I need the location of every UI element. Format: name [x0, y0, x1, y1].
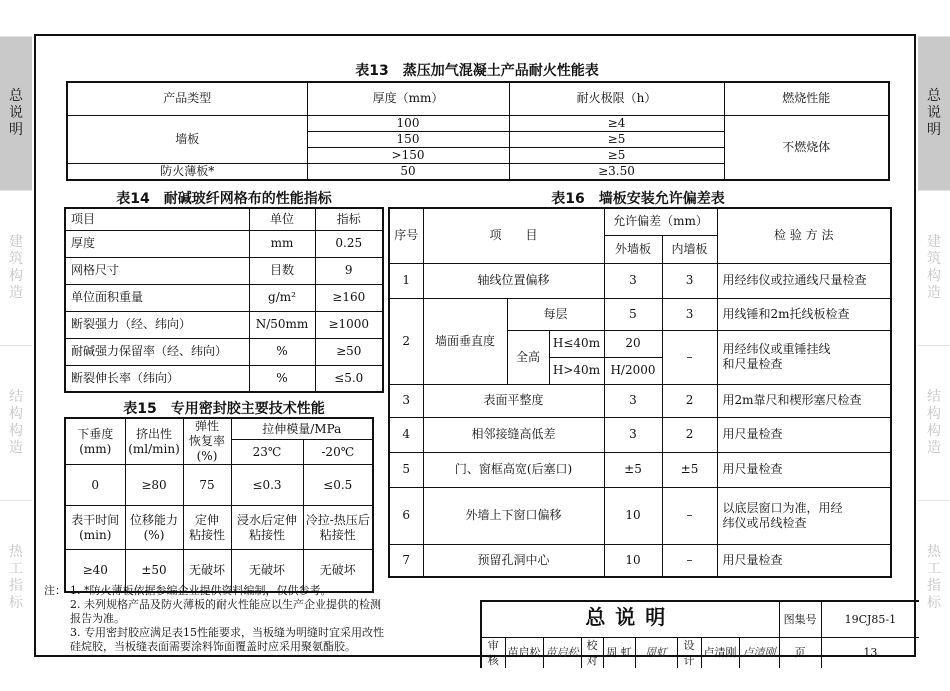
side-tab-char: 热 [927, 543, 941, 560]
side-tab-char: 构 [927, 267, 941, 284]
side-tab-char: 标 [9, 594, 23, 611]
t15-h-dry: 表干时间 (min) [65, 506, 125, 550]
t16-method: 用尺量检查 [717, 452, 891, 487]
side-tab-3[interactable] [918, 345, 950, 499]
side-tab-char: 构 [927, 405, 941, 422]
side-tab-char: 说 [9, 105, 23, 121]
t14-header-value: 指标 [315, 208, 383, 230]
t13-cell: >150 [307, 147, 509, 163]
t14-row [65, 338, 383, 365]
title-block [480, 600, 919, 668]
side-tab-char: 指 [927, 577, 941, 594]
t16-item: 外墙上下窗口偏移 [423, 487, 604, 544]
t14-unit: % [249, 338, 315, 365]
review-signature: 苗启松 [543, 637, 581, 668]
t16-row [389, 544, 891, 577]
t16-no: 1 [389, 263, 423, 298]
side-tab-char: 造 [9, 439, 23, 456]
side-tab-char: 工 [9, 560, 23, 577]
t16-no: 2 [389, 298, 423, 384]
side-tab-3[interactable] [0, 345, 32, 499]
t15-h-m20: -20℃ [303, 440, 373, 465]
t16-ext: 3 [604, 417, 662, 452]
t13-cell: 50 [307, 163, 509, 180]
t16-row [389, 417, 891, 452]
t14-unit: mm [249, 230, 315, 257]
t16-method: 用2m靠尺和楔形塞尺检查 [717, 384, 891, 417]
t16-method: 以底层窗口为准，用经 纬仪或吊线检查 [717, 487, 891, 544]
t16-item: 轴线位置偏移 [423, 263, 604, 298]
t16-ext: 3 [604, 384, 662, 417]
side-tab-char: 指 [9, 577, 23, 594]
t14-unit: N/50mm [249, 311, 315, 338]
note-item: 1. *防火薄板依据参编企业提供资料编制，仅供参考。 [70, 584, 332, 597]
t13-cell: ≥5 [509, 147, 724, 163]
side-tab-char: 标 [927, 594, 941, 611]
t16-int: 2 [662, 417, 717, 452]
side-tab-2[interactable] [918, 190, 950, 344]
atlas-value: 19CJ85-1 [821, 601, 919, 637]
side-tab-1[interactable] [0, 36, 32, 190]
t16-ext: H/2000 [604, 357, 662, 384]
t13-cell: 100 [307, 115, 509, 131]
t16-no: 4 [389, 417, 423, 452]
t16-row [389, 384, 891, 417]
t16-h-int: 内墙板 [662, 235, 717, 263]
t16-int: 3 [662, 263, 717, 298]
t14-row [65, 284, 383, 311]
t13-header-thickness: 厚度（mm） [307, 82, 509, 115]
page-value: 13 [821, 637, 919, 668]
t16-ext: 10 [604, 487, 662, 544]
side-tab-char: 总 [927, 88, 941, 104]
t16-ext: ±5 [604, 452, 662, 487]
t16-int: 3 [662, 298, 717, 330]
t16-row [389, 487, 891, 544]
t15-cell: ≥80 [125, 465, 183, 506]
side-tab-char: 构 [9, 267, 23, 284]
t16-int: 2 [662, 384, 717, 417]
table14 [64, 207, 384, 393]
title-block-title: 总说明 [481, 601, 779, 637]
side-tab-char: 热 [9, 543, 23, 560]
t13-fireboard: 防火薄板* [67, 163, 307, 180]
table15 [64, 417, 374, 593]
t16-method: 用经纬仪或拉通线尺量检查 [717, 263, 891, 298]
t15-h-elastic: 弹性 恢复率(%) [183, 418, 231, 465]
design-label: 设计 [677, 637, 701, 668]
right-side-tabs [918, 0, 950, 691]
t13-header-combustion: 燃烧性能 [724, 82, 889, 115]
t14-item: 单位面积重量 [65, 284, 249, 311]
side-tab-char: 构 [9, 422, 23, 439]
t16-h2: H>40m [549, 357, 604, 384]
t14-item: 断裂强力（经、纬向） [65, 311, 249, 338]
t16-method: 用经纬仪或重锤挂线 和尺量检查 [717, 330, 891, 384]
atlas-label: 图集号 [779, 601, 821, 637]
table16-title: 表16 墙板安装允许偏差表 [551, 191, 725, 207]
notes-label: 注： [44, 584, 66, 597]
t14-value: ≥1000 [315, 311, 383, 338]
t16-no: 3 [389, 384, 423, 417]
t16-ext: 3 [604, 263, 662, 298]
t16-h1: H≤40m [549, 330, 604, 357]
t16-h-ext: 外墙板 [604, 235, 662, 263]
table15-title: 表15 专用密封胶主要技术性能 [123, 401, 325, 417]
t14-row [65, 257, 383, 284]
t14-value: ≥50 [315, 338, 383, 365]
t16-ext: 20 [604, 330, 662, 357]
t15-h-modulus: 拉伸模量/MPa [231, 418, 373, 440]
t16-h-method: 检 验 方 法 [717, 208, 891, 263]
t14-unit: 目数 [249, 257, 315, 284]
t16-ext: 5 [604, 298, 662, 330]
t16-h-allow: 允许偏差（mm） [604, 208, 717, 235]
t13-cell: 150 [307, 131, 509, 147]
t15-cell: ≤0.5 [303, 465, 373, 506]
t14-item: 耐碱强力保留率（经、纬向） [65, 338, 249, 365]
side-tab-4[interactable] [918, 500, 950, 654]
review-label: 审核 [481, 637, 505, 668]
side-tab-char: 构 [927, 422, 941, 439]
t16-no: 7 [389, 544, 423, 577]
t16-method: 用尺量检查 [717, 544, 891, 577]
notes-list [70, 584, 470, 654]
t16-int: – [662, 330, 717, 384]
t16-int: – [662, 487, 717, 544]
side-tab-4[interactable] [0, 500, 32, 654]
t16-int: – [662, 544, 717, 577]
side-tab-char: 建 [9, 233, 23, 250]
t15-cell: 无破坏 [231, 550, 303, 592]
t15-h-water: 浸水后定伸 粘接性 [231, 506, 303, 550]
t15-h-sag: 下垂度 (mm) [65, 418, 125, 465]
t16-item: 相邻接缝高低差 [423, 417, 604, 452]
t14-unit: % [249, 365, 315, 392]
t16-item: 预留孔洞中心 [423, 544, 604, 577]
table13 [66, 81, 890, 181]
side-tab-char: 说 [927, 105, 941, 121]
t14-item: 断裂伸长率（纬向） [65, 365, 249, 392]
t14-value: 0.25 [315, 230, 383, 257]
table14-title: 表14 耐碱玻纤网格布的性能指标 [116, 191, 332, 207]
side-tab-char: 工 [927, 560, 941, 577]
t13-header-type: 产品类型 [67, 82, 307, 115]
t13-cell: ≥3.50 [509, 163, 724, 180]
t14-header-item: 项目 [65, 208, 249, 230]
page-label: 页 [779, 637, 821, 668]
left-side-tabs [0, 0, 32, 691]
t16-item: 表面平整度 [423, 384, 604, 417]
design-name: 卢清刚 [701, 637, 739, 668]
t16-method: 用尺量检查 [717, 417, 891, 452]
note-item: 3. 专用密封胶应满足表15性能要求，当板缝为明缝时宜采用改性 硅烷胶，当板缝表面需要涂料饰面覆盖时应采用聚氨酯胶。 [70, 626, 384, 653]
check-name: 周 虹 [603, 637, 635, 668]
side-tab-char: 筑 [9, 250, 23, 267]
t14-item: 厚度 [65, 230, 249, 257]
t16-row [389, 452, 891, 487]
side-tab-2[interactable] [0, 190, 32, 344]
t16-method: 用线锤和2m托线板检查 [717, 298, 891, 330]
t14-unit: g/m² [249, 284, 315, 311]
t16-ext: 10 [604, 544, 662, 577]
t16-full: 全高 [507, 330, 549, 384]
side-tab-char: 构 [9, 405, 23, 422]
t15-h-disp: 位移能力 (%) [125, 506, 183, 550]
t13-header-fire: 耐火极限（h） [509, 82, 724, 115]
t16-h-no: 序号 [389, 208, 423, 263]
t15-cell: ±50 [125, 550, 183, 592]
side-tab-char: 造 [9, 284, 23, 301]
side-tab-char: 造 [927, 284, 941, 301]
t16-item: 门、窗框高宽(后塞口) [423, 452, 604, 487]
side-tab-char: 明 [927, 122, 941, 138]
t15-h-extrude: 挤出性 (ml/min) [125, 418, 183, 465]
table16 [388, 207, 892, 578]
t14-value: ≤5.0 [315, 365, 383, 392]
t15-h-adhesion: 定伸 粘接性 [183, 506, 231, 550]
t16-no: 6 [389, 487, 423, 544]
t15-h-cold: 冷拉-热压后 粘接性 [303, 506, 373, 550]
side-tab-1[interactable] [918, 36, 950, 190]
side-tab-char: 结 [9, 388, 23, 405]
t16-item: 墙面垂直度 [423, 298, 507, 384]
t14-row [65, 365, 383, 392]
t13-cell: ≥5 [509, 131, 724, 147]
t14-value: ≥160 [315, 284, 383, 311]
check-signature: 周虹 [635, 637, 677, 668]
t15-cell: 0 [65, 465, 125, 506]
t14-row [65, 311, 383, 338]
t15-cell: ≥40 [65, 550, 125, 592]
side-tab-char: 建 [927, 233, 941, 250]
side-tab-char: 造 [927, 439, 941, 456]
side-tab-char: 总 [9, 88, 23, 104]
t13-cell: ≥4 [509, 115, 724, 131]
t16-per-floor: 每层 [507, 298, 604, 330]
t14-item: 网格尺寸 [65, 257, 249, 284]
t14-value: 9 [315, 257, 383, 284]
side-tab-char: 筑 [927, 250, 941, 267]
design-signature: 卢清刚 [739, 637, 779, 668]
t13-combustion: 不燃烧体 [724, 115, 889, 180]
t14-row [65, 230, 383, 257]
table13-title: 表13 蒸压加气混凝土产品耐火性能表 [355, 63, 599, 79]
note-item: 2. 未列规格产品及防火薄板的耐火性能应以生产企业提供的检测 报告为准。 [70, 598, 381, 625]
t15-cell: 75 [183, 465, 231, 506]
t15-cell: 无破坏 [303, 550, 373, 592]
review-name: 苗启松 [505, 637, 543, 668]
t15-cell: ≤0.3 [231, 465, 303, 506]
t16-no: 5 [389, 452, 423, 487]
t16-int: ±5 [662, 452, 717, 487]
t13-wall: 墙板 [67, 115, 307, 163]
t16-h-item: 项 目 [423, 208, 604, 263]
drawing-sheet [34, 34, 916, 667]
side-tab-char: 结 [927, 388, 941, 405]
t15-cell: 无破坏 [183, 550, 231, 592]
side-tab-char: 明 [9, 122, 23, 138]
check-label: 校对 [581, 637, 603, 668]
t15-h-23: 23℃ [231, 440, 303, 465]
t14-header-unit: 单位 [249, 208, 315, 230]
